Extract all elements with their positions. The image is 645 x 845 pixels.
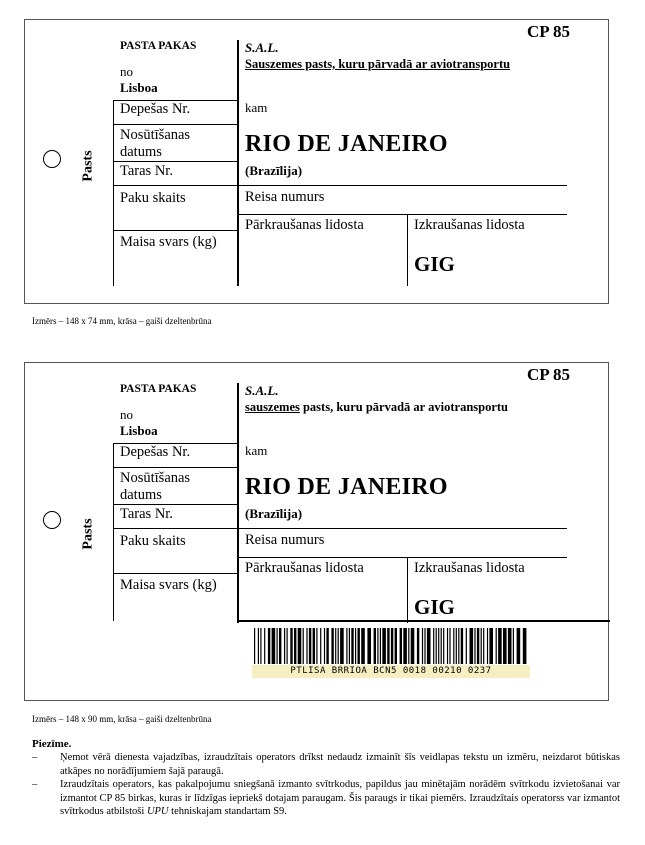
punch-hole-icon <box>43 511 61 529</box>
from-label: no <box>120 64 133 79</box>
barcode-text: PTLISA BRRIOA BCN5 0018 00210 0237 <box>252 665 530 678</box>
pasts-vertical-label: Pasts <box>80 150 96 182</box>
size-caption-1: Izmērs – 148 x 74 mm, krāsa – gaiši dzeltenbrūna <box>32 316 212 326</box>
destination-office: RIO DE JANEIRO <box>245 474 448 500</box>
form-code: CP 85 <box>527 365 570 384</box>
destination-country: (Brazīlija) <box>245 163 303 178</box>
surface-airlifted-title: sauszemes pasts, kuru pārvadā ar aviotransportu <box>245 400 508 414</box>
dispatch-date-label: Nosūtīšanas datums <box>120 470 191 503</box>
destination-country: (Brazīlija) <box>245 506 303 521</box>
parcel-count-label: Paku skaits <box>120 190 186 206</box>
punch-hole-icon <box>43 150 61 168</box>
barcode-bars <box>252 627 530 665</box>
destination-office: RIO DE JANEIRO <box>245 131 448 157</box>
cp85-label-2 <box>24 362 609 701</box>
cp85-label-1 <box>24 19 609 304</box>
pasta-pakas-heading: PASTA PAKAS <box>120 40 197 52</box>
transit-airport-label: Pārkraušanas lidosta <box>245 217 364 233</box>
notes-title: Piezīme. <box>32 738 72 750</box>
container-number-label: Taras Nr. <box>120 163 173 179</box>
dispatch-date-label: Nosūtīšanas datums <box>120 127 191 160</box>
parcel-count-label: Paku skaits <box>120 533 186 549</box>
size-caption-2: Izmērs – 148 x 90 mm, krāsa – gaiši dzeltenbrūna <box>32 714 212 724</box>
notes-section <box>32 738 620 819</box>
note-item-1: Ņemot vērā dienesta vajadzības, izraudzītais operators drīkst nedaudz izmainīt šīs veidlapas tekstu un izmēru, neizdarot būtiskas atkāpes no norādījumiem šajā paraugā. <box>60 752 620 777</box>
bag-weight-label: Maisa svars (kg) <box>120 234 217 250</box>
sal-label: S.A.L. <box>245 40 279 55</box>
dispatch-number-label: Depešas Nr. <box>120 101 191 117</box>
flight-number-label: Reisa numurs <box>245 189 325 205</box>
to-label: kam <box>245 443 268 458</box>
pasta-pakas-heading: PASTA PAKAS <box>120 383 197 395</box>
note-dash-2: – <box>32 779 38 790</box>
surface-airlifted-title: Sauszemes pasts, kuru pārvadā ar aviotransportu <box>245 57 511 71</box>
unloading-airport-label: Izkraušanas lidosta <box>414 217 525 233</box>
form-code: CP 85 <box>527 22 570 41</box>
bag-weight-label: Maisa svars (kg) <box>120 577 217 593</box>
note-dash-1: – <box>32 752 38 763</box>
from-label: no <box>120 407 133 422</box>
airport-code: GIG <box>414 252 455 276</box>
note-item-2: Izraudzītais operators, kas pakalpojumu sniegšanā izmanto svītrkodus, papildus jau minētajām norādēm svītrkodu izvietošanai var izmantot CP 85 birkas, kuras ir līdzīgas iepriekš dotajam paraugam. Šis paraugs ir tikai piemērs. Izraudzītais operatorss var izmantot svītrkodus atbilstoši UPU tehniskajam standartam S9. <box>60 779 620 817</box>
origin-office: Lisboa <box>120 423 158 438</box>
flight-number-label: Reisa numurs <box>245 532 325 548</box>
container-number-label: Taras Nr. <box>120 506 173 522</box>
origin-office: Lisboa <box>120 80 158 95</box>
unloading-airport-label: Izkraušanas lidosta <box>414 560 525 576</box>
pasts-vertical-label: Pasts <box>80 518 96 550</box>
airport-code: GIG <box>414 595 455 619</box>
to-label: kam <box>245 100 268 115</box>
transit-airport-label: Pārkraušanas lidosta <box>245 560 364 576</box>
dispatch-number-label: Depešas Nr. <box>120 444 191 460</box>
sal-label: S.A.L. <box>245 383 279 398</box>
surface-word: sauszemes <box>245 400 300 414</box>
barcode <box>252 627 530 678</box>
